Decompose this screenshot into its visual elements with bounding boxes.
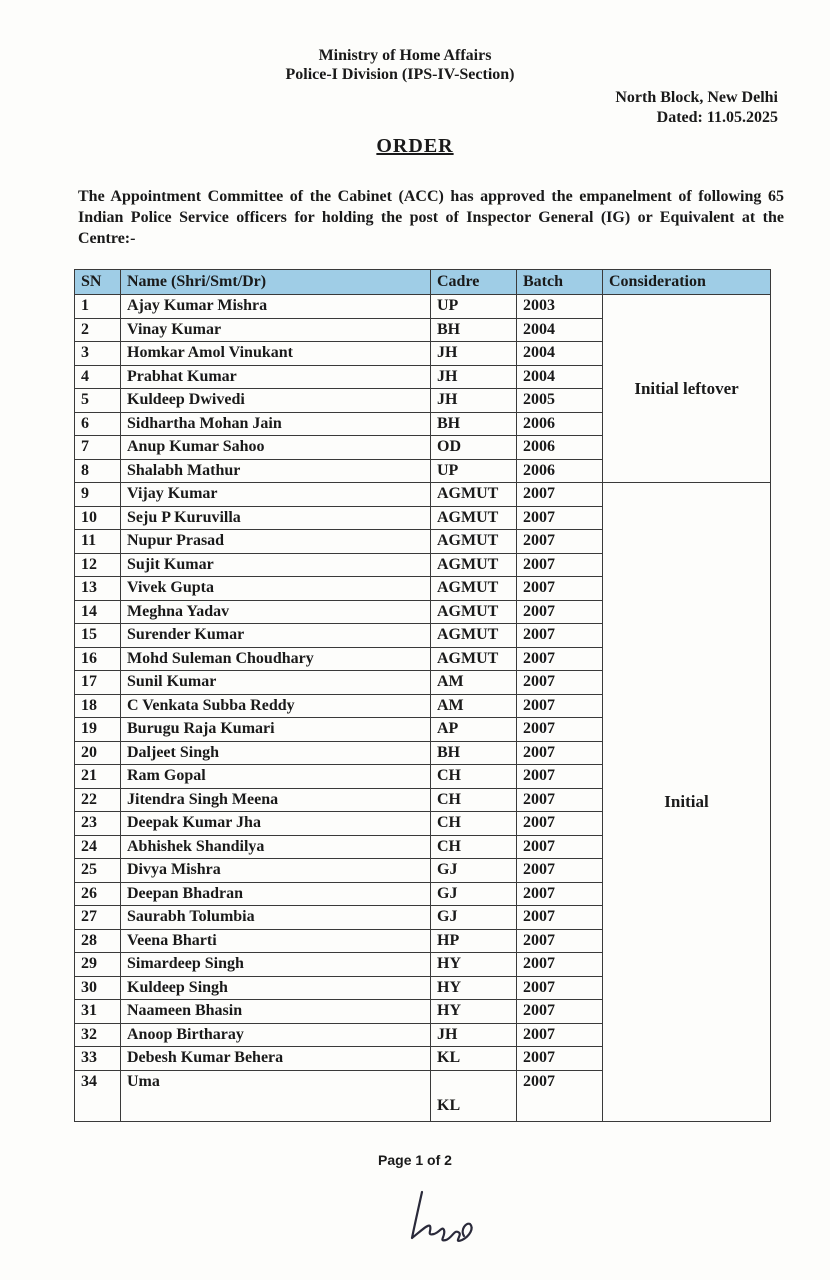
table-body xyxy=(75,295,771,1122)
name-cell: Seju P Kuruvilla xyxy=(121,506,431,530)
name-cell: Vijay Kumar xyxy=(121,483,431,507)
batch-cell: 2007 xyxy=(517,718,603,742)
intro-paragraph xyxy=(78,186,784,249)
cadre-cell: AGMUT xyxy=(431,553,517,577)
cadre-cell: BH xyxy=(431,741,517,765)
batch-cell: 2007 xyxy=(517,835,603,859)
name-cell: Divya Mishra xyxy=(121,859,431,883)
cadre-cell: AGMUT xyxy=(431,530,517,554)
cadre-cell: GJ xyxy=(431,906,517,930)
sn-cell: 8 xyxy=(75,459,121,483)
intro-highlight: Inspector General (IG) or Equivalent xyxy=(466,209,735,226)
name-cell: Vinay Kumar xyxy=(121,318,431,342)
batch-cell: 2005 xyxy=(517,389,603,413)
batch-cell: 2007 xyxy=(517,553,603,577)
cadre-cell: HP xyxy=(431,929,517,953)
batch-cell: 2007 xyxy=(517,530,603,554)
cadre-cell: KL xyxy=(431,1070,517,1121)
sn-cell: 33 xyxy=(75,1047,121,1071)
intro-text-before: The Appointment Committee of the Cabinet (ACC) has approved the empanelment of following 65 Indian Police Service officers for holding the post of xyxy=(78,188,784,226)
name-cell: Kuldeep Singh xyxy=(121,976,431,1000)
cadre-cell: OD xyxy=(431,436,517,460)
batch-cell: 2006 xyxy=(517,459,603,483)
cadre-cell: CH xyxy=(431,835,517,859)
name-cell: Ram Gopal xyxy=(121,765,431,789)
sn-cell: 29 xyxy=(75,953,121,977)
batch-cell: 2006 xyxy=(517,436,603,460)
cadre-cell: JH xyxy=(431,389,517,413)
sn-cell: 25 xyxy=(75,859,121,883)
document-header xyxy=(0,46,830,84)
name-cell: Deepak Kumar Jha xyxy=(121,812,431,836)
sn-cell: 17 xyxy=(75,671,121,695)
division-name: Police-I Division (IPS-IV-Section) xyxy=(285,66,515,83)
sn-cell: 22 xyxy=(75,788,121,812)
sn-cell: 11 xyxy=(75,530,121,554)
cadre-cell: CH xyxy=(431,788,517,812)
sn-cell: 4 xyxy=(75,365,121,389)
batch-cell: 2007 xyxy=(517,1000,603,1024)
ministry-name: Ministry of Home Affairs xyxy=(318,47,492,64)
name-cell: Burugu Raja Kumari xyxy=(121,718,431,742)
address-block xyxy=(615,88,778,128)
batch-cell: 2007 xyxy=(517,765,603,789)
cadre-cell: AGMUT xyxy=(431,600,517,624)
batch-cell: 2007 xyxy=(517,882,603,906)
name-cell: Daljeet Singh xyxy=(121,741,431,765)
dated: Dated: 11.05.2025 xyxy=(656,109,778,126)
batch-cell: 2007 xyxy=(517,812,603,836)
sn-cell: 20 xyxy=(75,741,121,765)
name-cell: Vivek Gupta xyxy=(121,577,431,601)
name-cell: Mohd Suleman Choudhary xyxy=(121,647,431,671)
sn-cell: 28 xyxy=(75,929,121,953)
sn-cell: 14 xyxy=(75,600,121,624)
name-cell: Jitendra Singh Meena xyxy=(121,788,431,812)
name-cell: Meghna Yadav xyxy=(121,600,431,624)
batch-cell: 2007 xyxy=(517,1023,603,1047)
sn-cell: 34 xyxy=(75,1070,121,1121)
cadre-cell: UP xyxy=(431,295,517,319)
sn-cell: 15 xyxy=(75,624,121,648)
sn-cell: 16 xyxy=(75,647,121,671)
batch-cell: 2007 xyxy=(517,1070,603,1121)
name-cell: Prabhat Kumar xyxy=(121,365,431,389)
name-cell: Surender Kumar xyxy=(121,624,431,648)
batch-cell: 2006 xyxy=(517,412,603,436)
name-cell: Simardeep Singh xyxy=(121,953,431,977)
batch-cell: 2004 xyxy=(517,365,603,389)
batch-cell: 2007 xyxy=(517,506,603,530)
batch-cell: 2007 xyxy=(517,1047,603,1071)
sn-cell: 27 xyxy=(75,906,121,930)
table-row xyxy=(75,483,771,507)
header-cadre: Cadre xyxy=(431,270,517,295)
cadre-cell: BH xyxy=(431,412,517,436)
sn-cell: 31 xyxy=(75,1000,121,1024)
sn-cell: 10 xyxy=(75,506,121,530)
sn-cell: 6 xyxy=(75,412,121,436)
name-cell: Homkar Amol Vinukant xyxy=(121,342,431,366)
batch-cell: 2007 xyxy=(517,647,603,671)
cadre-cell: HY xyxy=(431,953,517,977)
signature-mark xyxy=(400,1180,490,1250)
batch-cell: 2007 xyxy=(517,976,603,1000)
batch-cell: 2007 xyxy=(517,600,603,624)
header-sn: SN xyxy=(75,270,121,295)
batch-cell: 2007 xyxy=(517,624,603,648)
batch-cell: 2007 xyxy=(517,741,603,765)
sn-cell: 9 xyxy=(75,483,121,507)
cadre-cell: AP xyxy=(431,718,517,742)
cadre-cell: HY xyxy=(431,1000,517,1024)
sn-cell: 2 xyxy=(75,318,121,342)
cadre-cell: AM xyxy=(431,694,517,718)
sn-cell: 19 xyxy=(75,718,121,742)
name-cell: Sunil Kumar xyxy=(121,671,431,695)
batch-cell: 2007 xyxy=(517,694,603,718)
officers-table xyxy=(74,269,771,1122)
cadre-cell: BH xyxy=(431,318,517,342)
name-cell: Veena Bharti xyxy=(121,929,431,953)
name-cell: Anup Kumar Sahoo xyxy=(121,436,431,460)
cadre-cell: AGMUT xyxy=(431,577,517,601)
sn-cell: 12 xyxy=(75,553,121,577)
consideration-cell: Initial leftover xyxy=(603,295,771,483)
sn-cell: 1 xyxy=(75,295,121,319)
batch-cell: 2007 xyxy=(517,929,603,953)
sn-cell: 24 xyxy=(75,835,121,859)
name-cell: Sidhartha Mohan Jain xyxy=(121,412,431,436)
sn-cell: 5 xyxy=(75,389,121,413)
cadre-cell: UP xyxy=(431,459,517,483)
location: North Block, New Delhi xyxy=(615,89,778,106)
cadre-cell: AGMUT xyxy=(431,647,517,671)
sn-cell: 30 xyxy=(75,976,121,1000)
batch-cell: 2004 xyxy=(517,342,603,366)
name-cell: Debesh Kumar Behera xyxy=(121,1047,431,1071)
name-cell: Nupur Prasad xyxy=(121,530,431,554)
batch-cell: 2007 xyxy=(517,788,603,812)
header-name: Name (Shri/Smt/Dr) xyxy=(121,270,431,295)
name-cell: Abhishek Shandilya xyxy=(121,835,431,859)
name-cell: Deepan Bhadran xyxy=(121,882,431,906)
cadre-cell: JH xyxy=(431,365,517,389)
sn-cell: 23 xyxy=(75,812,121,836)
cadre-cell: CH xyxy=(431,765,517,789)
sn-cell: 13 xyxy=(75,577,121,601)
cadre-cell: JH xyxy=(431,1023,517,1047)
cadre-cell: KL xyxy=(431,1047,517,1071)
table-header-row xyxy=(75,270,771,295)
sn-cell: 26 xyxy=(75,882,121,906)
header-consideration: Consideration xyxy=(603,270,771,295)
batch-cell: 2007 xyxy=(517,906,603,930)
name-cell: Anoop Birtharay xyxy=(121,1023,431,1047)
batch-cell: 2003 xyxy=(517,295,603,319)
officers-table-wrapper xyxy=(74,269,771,1122)
name-cell: Sujit Kumar xyxy=(121,553,431,577)
table-row xyxy=(75,295,771,319)
sn-cell: 18 xyxy=(75,694,121,718)
intro-text-after: at the Centre:- xyxy=(78,209,785,247)
consideration-cell: Initial xyxy=(603,483,771,1122)
cadre-cell: AM xyxy=(431,671,517,695)
batch-cell: 2007 xyxy=(517,859,603,883)
batch-cell: 2004 xyxy=(517,318,603,342)
cadre-cell: HY xyxy=(431,976,517,1000)
batch-cell: 2007 xyxy=(517,953,603,977)
order-title: ORDER xyxy=(376,135,454,157)
cadre-cell: AGMUT xyxy=(431,483,517,507)
cadre-cell: GJ xyxy=(431,859,517,883)
sn-cell: 32 xyxy=(75,1023,121,1047)
cadre-cell: AGMUT xyxy=(431,506,517,530)
batch-cell: 2007 xyxy=(517,577,603,601)
name-cell: Shalabh Mathur xyxy=(121,459,431,483)
cadre-cell: JH xyxy=(431,342,517,366)
sn-cell: 3 xyxy=(75,342,121,366)
page-number: Page 1 of 2 xyxy=(378,1152,452,1168)
name-cell: Ajay Kumar Mishra xyxy=(121,295,431,319)
sn-cell: 21 xyxy=(75,765,121,789)
batch-cell: 2007 xyxy=(517,671,603,695)
name-cell: Saurabh Tolumbia xyxy=(121,906,431,930)
name-cell: Kuldeep Dwivedi xyxy=(121,389,431,413)
batch-cell: 2007 xyxy=(517,483,603,507)
cadre-cell: AGMUT xyxy=(431,624,517,648)
sn-cell: 7 xyxy=(75,436,121,460)
header-batch: Batch xyxy=(517,270,603,295)
cadre-cell: GJ xyxy=(431,882,517,906)
cadre-cell: CH xyxy=(431,812,517,836)
name-cell: C Venkata Subba Reddy xyxy=(121,694,431,718)
name-cell: Naameen Bhasin xyxy=(121,1000,431,1024)
name-cell: Uma xyxy=(121,1070,431,1121)
